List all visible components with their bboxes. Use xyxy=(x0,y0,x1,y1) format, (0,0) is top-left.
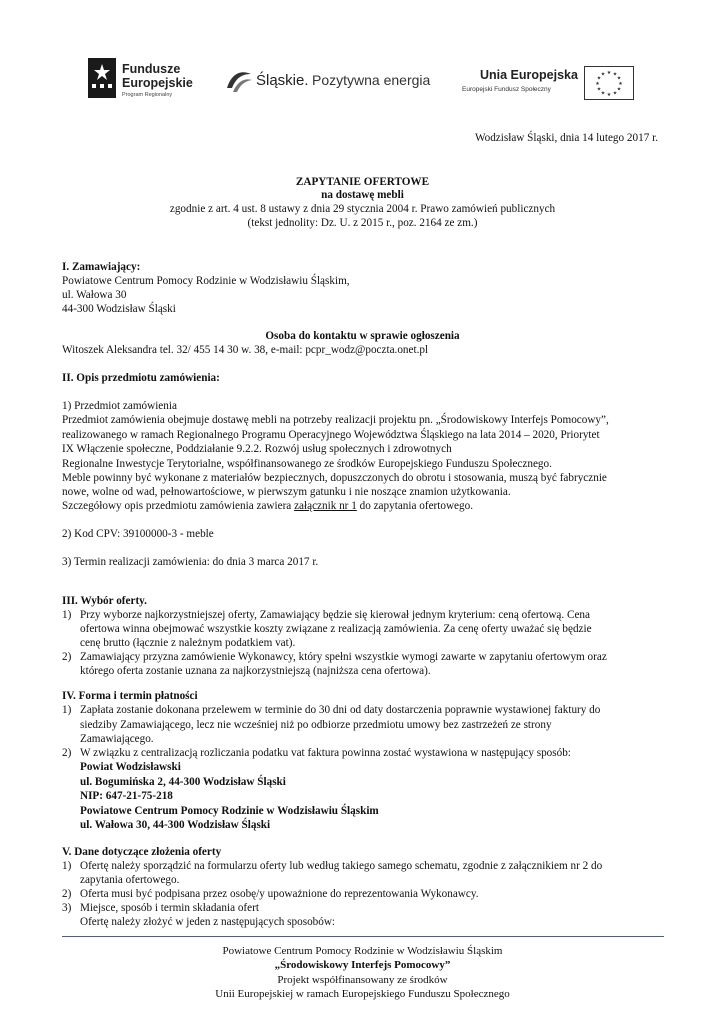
s4-item-2-num: 2) xyxy=(62,747,72,759)
subject-line-2: realizowanego w ramach Regionalnego Programu Operacyjnego Województwa Śląskiego na lata 2014 – 2020, Priorytet xyxy=(62,429,600,441)
subject-label: 1) Przedmiot zamówienia xyxy=(62,400,177,412)
s3-item-1-line-3: cenę brutto (łącznie z należnym podatkiem vat). xyxy=(80,637,296,649)
orderer-name: Powiatowe Centrum Pomocy Rodzinie w Wodzisławiu Śląskim, xyxy=(62,275,350,287)
invoice-line-4: Powiatowe Centrum Pomocy Rodzinie w Wodzisławiu Śląskim xyxy=(80,805,379,817)
section-2-heading: II. Opis przedmiotu zamówienia: xyxy=(62,372,220,384)
s5-item-1-num: 1) xyxy=(62,860,72,872)
subject-line-7 xyxy=(62,499,473,514)
subject-line-4: Regionalne Inwestycje Terytorialne, współfinansowanego ze środków Europejskiego Funduszu Społecznego. xyxy=(62,458,552,470)
svg-text:★: ★ xyxy=(612,71,618,78)
s3-item-1-num: 1) xyxy=(62,609,72,621)
fe-star-icon xyxy=(88,58,116,98)
invoice-line-2: ul. Bogumińska 2, 44-300 Wodzisław Śląski xyxy=(80,776,286,788)
s3-item-2-line-1: Zamawiający przyzna zamówienie Wykonawcy, który spełni wszystkie wymogi zawarte w zapytaniu ofertowym oraz xyxy=(80,651,607,663)
s4-item-1-line-1: Zapłata zostanie dokonana przelewem w terminie do 30 dni od daty dostarczenia poprawnie wystawionej faktury do xyxy=(80,704,601,716)
section-5-heading: V. Dane dotyczące złożenia oferty xyxy=(62,846,222,858)
logo-fundusze-europejskie xyxy=(88,56,208,104)
s5-item-3-num: 3) xyxy=(62,902,72,914)
s5-item-1-line-1: Ofertę należy sporządzić na formularzu oferty lub według takiego samego schematu, zgodnie z załącznikiem nr 2 do xyxy=(80,860,603,872)
doc-subtitle: na dostawę mebli xyxy=(321,189,404,201)
contact-heading: Osoba do kontaktu w sprawie ogłoszenia xyxy=(265,330,460,342)
subject-line-1: Przedmiot zamówienia obejmuje dostawę mebli na potrzeby realizacji projektu pn. „Środowiskowy Interfejs Pomocowy”, xyxy=(62,414,609,426)
invoice-nip: NIP: 647-21-75-218 xyxy=(80,790,173,802)
section-1-heading: I. Zamawiający: xyxy=(62,261,141,273)
s5-item-2-line-1: Oferta musi być podpisana przez osobę/y upoważnione do reprezentowania Wykonawcy. xyxy=(80,888,479,900)
svg-text:★: ★ xyxy=(600,71,606,78)
date-line: Wodzisław Śląski, dnia 14 lutego 2017 r. xyxy=(474,132,658,144)
svg-text:★: ★ xyxy=(612,90,618,97)
svg-text:★: ★ xyxy=(616,75,622,82)
logo-slaskie xyxy=(224,68,444,98)
s3-item-2-num: 2) xyxy=(62,651,72,663)
s5-item-2-num: 2) xyxy=(62,888,72,900)
fe-line3: Program Regionalny xyxy=(122,92,173,98)
section-4-heading: IV. Forma i termin płatności xyxy=(62,690,198,702)
svg-text:★: ★ xyxy=(606,70,612,76)
fe-line1: Fundusze xyxy=(122,62,181,76)
subject-line-7-start: Szczegółowy opis przedmiotu zamówienia zawiera xyxy=(62,500,295,512)
svg-text:★: ★ xyxy=(618,81,623,87)
s4-item-1-line-2: siedziby Zamawiającego, lecz nie wcześniej niż po odbiorze przedmiotu umowy bez zastrzeżeń ze strony xyxy=(80,719,552,731)
ue-line2: Europejski Fundusz Społeczny xyxy=(462,86,551,93)
logo-unia-europejska xyxy=(462,66,642,106)
invoice-line-5: ul. Wałowa 30, 44-300 Wodzisław Śląski xyxy=(80,819,271,831)
svg-text:★: ★ xyxy=(606,92,612,98)
s4-item-1-num: 1) xyxy=(62,704,72,716)
subject-line-7-end: do zapytania ofertowego. xyxy=(356,500,473,512)
footer-line-1: Powiatowe Centrum Pomocy Rodzinie w Wodzisławiu Śląskim xyxy=(222,945,503,957)
s4-item-2-line-1: W związku z centralizacją rozliczania podatku vat faktura powinna zostać wystawiona w następujący sposób: xyxy=(80,747,571,759)
svg-text:★: ★ xyxy=(596,86,602,93)
attachment-1-link[interactable]: załącznik nr 1 xyxy=(294,500,357,512)
subject-line-5: Meble powinny być wykonane z materiałów bezpiecznych, dopuszczonych do obrotu i stosowania, muszą być fabrycznie xyxy=(62,472,607,484)
legal-basis-2: (tekst jednolity: Dz. U. z 2015 r., poz. 2164 ze zm.) xyxy=(247,217,478,229)
footer-line-2: „Środowiskowy Interfejs Pomocowy” xyxy=(274,959,451,971)
eu-flag-icon xyxy=(584,66,634,100)
svg-text:★: ★ xyxy=(595,81,600,87)
s5-item-3-line-1: Miejsce, sposób i termin składania ofert xyxy=(80,902,259,914)
legal-basis-1: zgodnie z art. 4 ust. 8 ustawy z dnia 29 stycznia 2004 r. Prawo zamówień publicznych xyxy=(169,203,556,215)
slaskie-swirl-icon xyxy=(224,68,254,94)
s4-item-1-line-3: Zamawiającego. xyxy=(80,733,154,745)
s3-item-2-line-2: którego oferta zostanie uznana za najkorzystniejszą (najniższa cena ofertowa). xyxy=(80,665,431,677)
ue-line1: Unia Europejska xyxy=(480,68,578,82)
subject-line-3: IX Włączenie społeczne, Poddziałanie 9.2.2. Rozwój usług społecznych i zdrowotnych xyxy=(62,443,452,455)
s5-item-1-line-2: zapytania ofertowego. xyxy=(80,874,180,886)
svg-text:★: ★ xyxy=(600,90,606,97)
s3-item-1-line-1: Przy wyborze najkorzystniejszej oferty, Zamawiający będzie się kierował jednym kryterium: ceną ofertową. Cena xyxy=(80,609,590,621)
orderer-city: 44-300 Wodzisław Śląski xyxy=(62,303,176,315)
s3-item-1-line-2: ofertowa winna obejmować wszystkie koszty związane z realizacją zamówienia. Za cenę oferty uważać się będzie xyxy=(80,623,592,635)
doc-title: ZAPYTANIE OFERTOWE xyxy=(295,176,430,188)
fe-line2: Europejskie xyxy=(122,76,193,90)
contact-line: Witoszek Aleksandra tel. 32/ 455 14 30 w. 38, e-mail: pcpr_wodz@poczta.onet.pl xyxy=(62,344,429,356)
footer-line-4: Unii Europejskiej w ramach Europejskiego Funduszu Społecznego xyxy=(215,988,510,1000)
footer-divider xyxy=(62,936,664,937)
svg-text:★: ★ xyxy=(596,75,602,82)
cpv-code: 2) Kod CPV: 39100000-3 - meble xyxy=(62,528,214,540)
subject-line-6: nowe, wolne od wad, pełnowartościowe, w pierwszym gatunku i nie noszące znamion użytkowania. xyxy=(62,486,511,498)
s5-item-3-line-2: Ofertę należy złożyć w jeden z następujących sposobów: xyxy=(80,916,336,928)
svg-text:★: ★ xyxy=(616,86,622,93)
slaskie-tagline: Pozytywna energia xyxy=(312,72,431,88)
slaskie-name: Śląskie. xyxy=(256,72,309,89)
delivery-deadline: 3) Termin realizacji zamówienia: do dnia 3 marca 2017 r. xyxy=(62,556,319,568)
section-3-heading: III. Wybór oferty. xyxy=(62,595,147,607)
invoice-line-1: Powiat Wodzisławski xyxy=(80,761,181,773)
footer-line-3: Projekt współfinansowany ze środków xyxy=(277,974,448,986)
orderer-street: ul. Wałowa 30 xyxy=(62,289,127,301)
